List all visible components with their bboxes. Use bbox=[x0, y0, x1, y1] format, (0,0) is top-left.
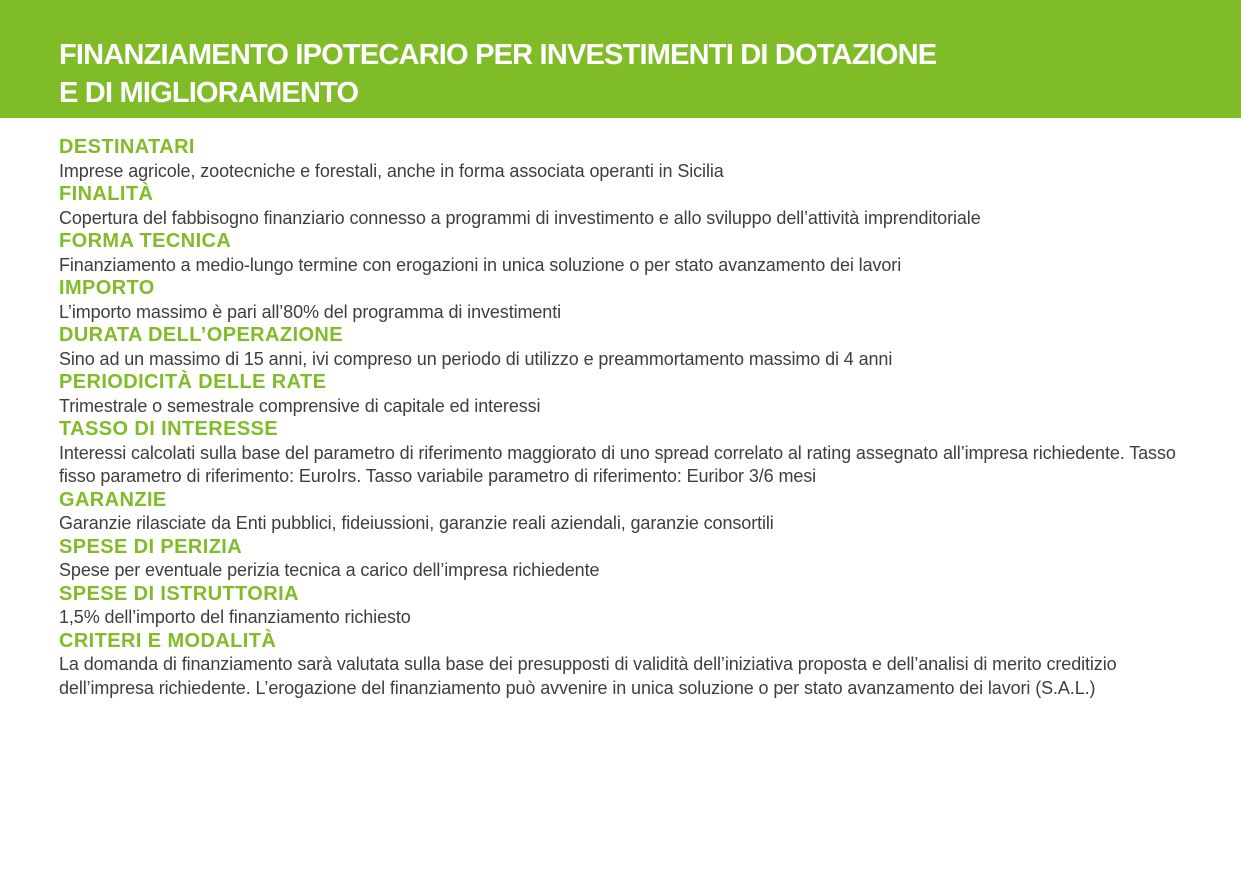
header-banner bbox=[0, 0, 1241, 118]
section-durata bbox=[59, 324, 1189, 371]
section-title: SPESE DI PERIZIA bbox=[59, 535, 243, 558]
section-text: Trimestrale o semestrale comprensive di capitale ed interessi bbox=[59, 395, 541, 416]
section-tasso-interesse bbox=[59, 418, 1189, 489]
page-title-line-2: E DI MIGLIORAMENTO bbox=[59, 77, 359, 109]
section-text: Spese per eventuale perizia tecnica a carico dell’impresa richiedente bbox=[59, 560, 600, 580]
section-destinatari bbox=[59, 136, 1189, 183]
section-spese-perizia bbox=[59, 536, 1189, 583]
section-criteri-modalita bbox=[59, 630, 1189, 701]
info-sections bbox=[59, 136, 1189, 700]
section-text: Copertura del fabbisogno finanziario connesso a programmi di investimento e allo sviluppo dell’attività imprenditoriale bbox=[59, 207, 981, 228]
section-title: IMPORTO bbox=[59, 277, 155, 299]
section-title: TASSO DI INTERESSE bbox=[59, 418, 279, 440]
section-forma-tecnica bbox=[59, 230, 1189, 277]
page-title bbox=[59, 36, 1119, 112]
section-title: PERIODICITÀ DELLE RATE bbox=[59, 371, 327, 393]
section-text: Sino ad un massimo di 15 anni, ivi compreso un periodo di utilizzo e preammortamento massimo di 4 anni bbox=[59, 348, 893, 369]
section-spese-istruttoria bbox=[59, 583, 1189, 630]
section-finalita bbox=[59, 183, 1189, 230]
section-text: L’importo massimo è pari all’80% del programma di investimenti bbox=[59, 301, 562, 322]
section-garanzie bbox=[59, 489, 1189, 536]
section-title: DURATA DELL’OPERAZIONE bbox=[59, 324, 343, 346]
section-title: FORMA TECNICA bbox=[59, 230, 232, 252]
section-importo bbox=[59, 277, 1189, 324]
section-title: FINALITÀ bbox=[59, 183, 154, 205]
section-title: GARANZIE bbox=[59, 488, 167, 511]
section-title: DESTINATARI bbox=[59, 136, 195, 158]
section-text: Finanziamento a medio-lungo termine con erogazioni in unica soluzione o per stato avanzamento dei lavori bbox=[59, 254, 902, 275]
page-title-line-1: FINANZIAMENTO IPOTECARIO PER INVESTIMENTI DI DOTAZIONE bbox=[59, 39, 937, 71]
section-text: Interessi calcolati sulla base del parametro di riferimento maggiorato di uno spread correlato al rating assegnato all’impresa richiedente. Tasso fisso parametro di riferimento: EuroIrs. Tasso variabile parametro di riferimento: Euribor 3/6 mesi bbox=[59, 442, 1176, 486]
section-text: 1,5% dell’importo del finanziamento richiesto bbox=[59, 607, 411, 627]
section-title: SPESE DI ISTRUTTORIA bbox=[59, 582, 299, 605]
section-text: Imprese agricole, zootecniche e forestali, anche in forma associata operanti in Sicilia bbox=[59, 160, 724, 181]
section-text: Garanzie rilasciate da Enti pubblici, fideiussioni, garanzie reali aziendali, garanzie consortili bbox=[59, 513, 774, 533]
section-text: La domanda di finanziamento sarà valutata sulla base dei presupposti di validità dell’iniziativa proposta e dell’analisi di merito creditizio dell’impresa richiedente. L’erogazione del finanziamento può avvenire in unica soluzione o per stato avanzamento dei lavori (S.A.L.) bbox=[59, 654, 1117, 698]
section-title: CRITERI E MODALITÀ bbox=[59, 629, 277, 652]
section-periodicita bbox=[59, 371, 1189, 418]
